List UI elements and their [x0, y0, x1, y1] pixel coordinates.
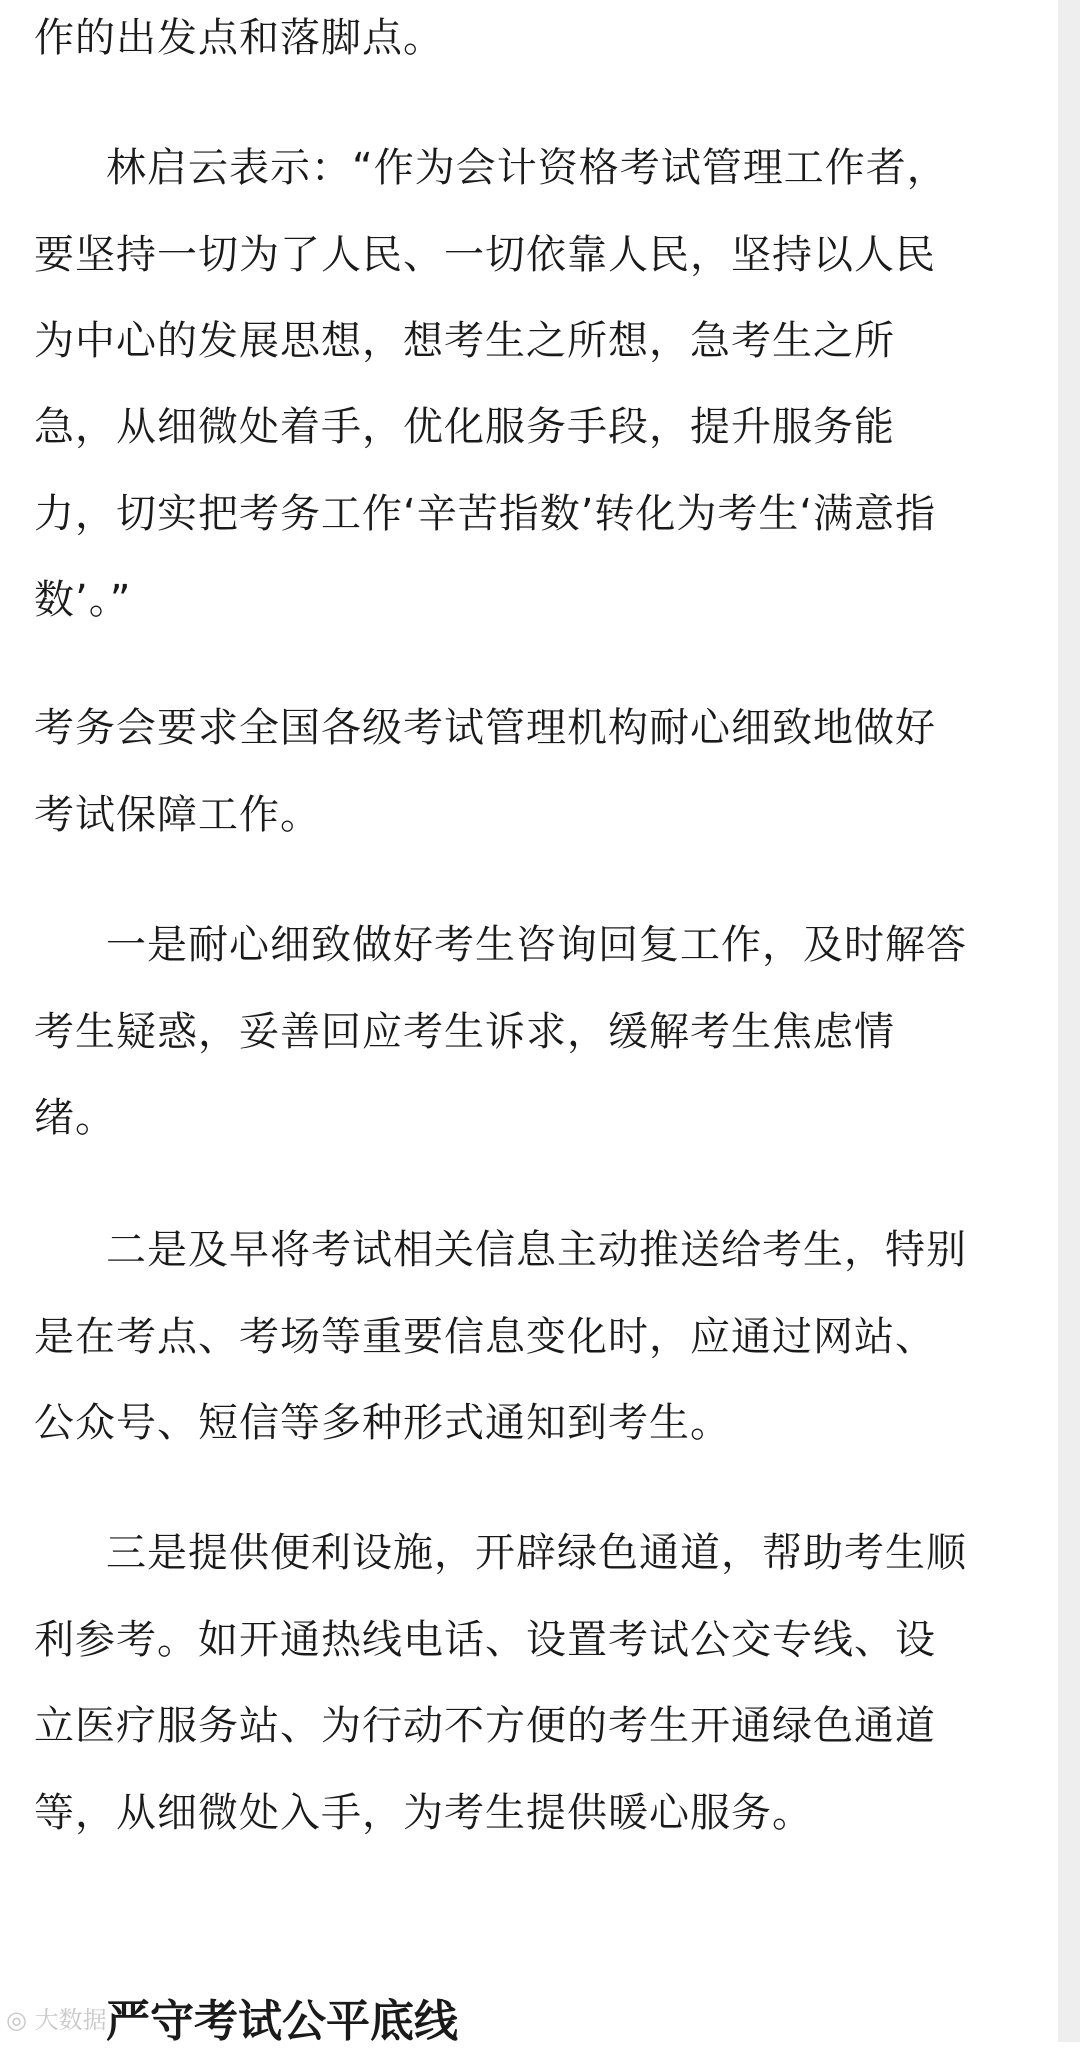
text-line: 绪。 [34, 1095, 116, 1141]
scrollbar-track[interactable] [1058, 0, 1080, 2042]
text-line: 考试保障工作。 [34, 792, 321, 838]
watermark [6, 2006, 107, 2034]
text-line: 立医疗服务站、为行动不方便的考生开通绿色通道 [34, 1703, 936, 1749]
text-line: 要坚持一切为了人民、一切依靠人民，坚持以人民 [34, 232, 936, 278]
text-line: 急，从细微处着手，优化服务手段，提升服务能 [34, 404, 895, 450]
section-heading: 严守考试公平底线 [106, 1996, 458, 2047]
text-line: 二是及早将考试相关信息主动推送给考生，特别 [106, 1227, 967, 1273]
text-line: 公众号、短信等多种形式通知到考生。 [34, 1400, 731, 1446]
text-line: 为中心的发展思想，想考生之所想，急考生之所 [34, 318, 895, 364]
text-line: 考生疑惑，妥善回应考生诉求，缓解考生焦虑情 [34, 1009, 895, 1055]
text-line: 是在考点、考场等重要信息变化时，应通过网站、 [34, 1314, 936, 1360]
text-line: 等，从细微处入手，为考生提供暖心服务。 [34, 1790, 813, 1836]
watermark-logo-icon: ◎ [6, 2006, 27, 2034]
text-line: 作的出发点和落脚点。 [34, 15, 444, 61]
text-line: 一是耐心细致做好考生咨询回复工作，及时解答 [106, 922, 967, 968]
text-line: 三是提供便利设施，开辟绿色通道，帮助考生顺 [106, 1530, 967, 1576]
text-line: 林启云表示：“作为会计资格考试管理工作者， [106, 145, 948, 191]
text-line: 利参考。如开通热线电话、设置考试公交专线、设 [34, 1617, 936, 1663]
watermark-text: 大数据 [34, 2006, 107, 2034]
text-line: 力，切实把考务工作‘辛苦指数’转化为考生‘满意指 [34, 491, 937, 537]
text-line: 考务会要求全国各级考试管理机构耐心细致地做好 [34, 705, 936, 751]
text-line: 数’。” [34, 577, 132, 623]
